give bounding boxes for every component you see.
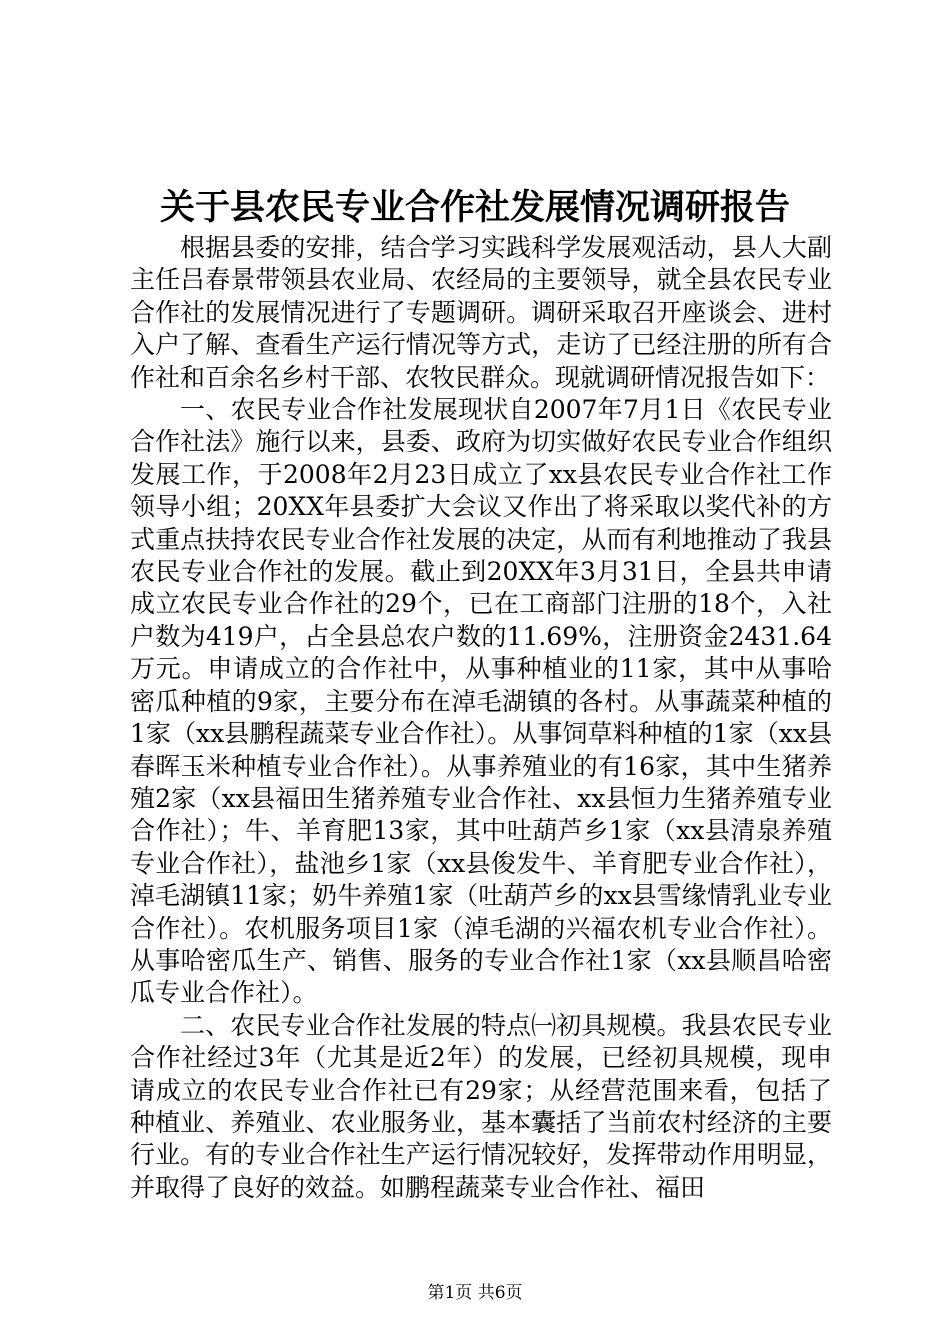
document-body (130, 232, 832, 1204)
paragraph-intro: 根据县委的安排，结合学习实践科学发展观活动，县人大副主任吕春景带领县农业局、农经局的主要领导，就全县农民专业合作社的发展情况进行了专题调研。调研采取召开座谈会、进村入户了解、查看生产运行情况等方式，走访了已经注册的所有合作社和百余名乡村干部、农牧民群众。现就调研情况报告如下： (130, 233, 832, 392)
page-number-footer: 第1页 共6页 (427, 1283, 523, 1303)
page-title: 关于县农民专业合作社发展情况调研报告 (159, 187, 790, 228)
paragraph-section-1: 一、农民专业合作社发展现状自2007年7月1日《农民专业合作社法》施行以来，县委、政府为切实做好农民专业合作组织发展工作，于2008年2月23日成立了xx县农民专业合作社工作领导小组；20XX年县委扩大会议又作出了将采取以奖代补的方式重点扶持农民专业合作社发展的决定，从而有利地推动了我县农民专业合作社的发展。截止到20XX年3月31日，全县共申请成立农民专业合作社的29个，已在工商部门注册的18个，入社户数为419户，占全县总农户数的11.69%，注册资金2431.64万元。申请成立的合作社中，从事种植业的11家，其中从事哈密瓜种植的9家，主要分布在淖毛湖镇的各村。从事蔬菜种植的1家（xx县鹏程蔬菜专业合作社）。从事饲草料种植的1家（xx县春晖玉米种植专业合作社）。从事养殖业的有16家，其中生猪养殖2家（xx县福田生猪养殖专业合作社、xx县恒力生猪养殖专业合作社）；牛、羊育肥13家，其中吐葫芦乡1家（xx县清泉养殖专业合作社），盐池乡1家（xx县俊发牛、羊育肥专业合作社），淖毛湖镇11家；奶牛养殖1家（吐葫芦乡的xx县雪缘情乳业专业合作社）。农机服务项目1家（淖毛湖的兴福农机专业合作社）。从事哈密瓜生产、销售、服务的专业合作社1家（xx县顺昌哈密瓜专业合作社）。 (130, 395, 832, 1008)
paragraph-section-2: 二、农民专业合作社发展的特点㈠初具规模。我县农民专业合作社经过3年（尤其是近2年）的发展，已经初具规模，现申请成立的农民专业合作社已有29家；从经营范围来看，包括了种植业、养殖业、农业服务业，基本囊括了当前农村经济的主要行业。有的专业合作社生产运行情况较好，发挥带动作用明显，并取得了良好的效益。如鹏程蔬菜专业合作社、福田 (130, 1010, 832, 1202)
